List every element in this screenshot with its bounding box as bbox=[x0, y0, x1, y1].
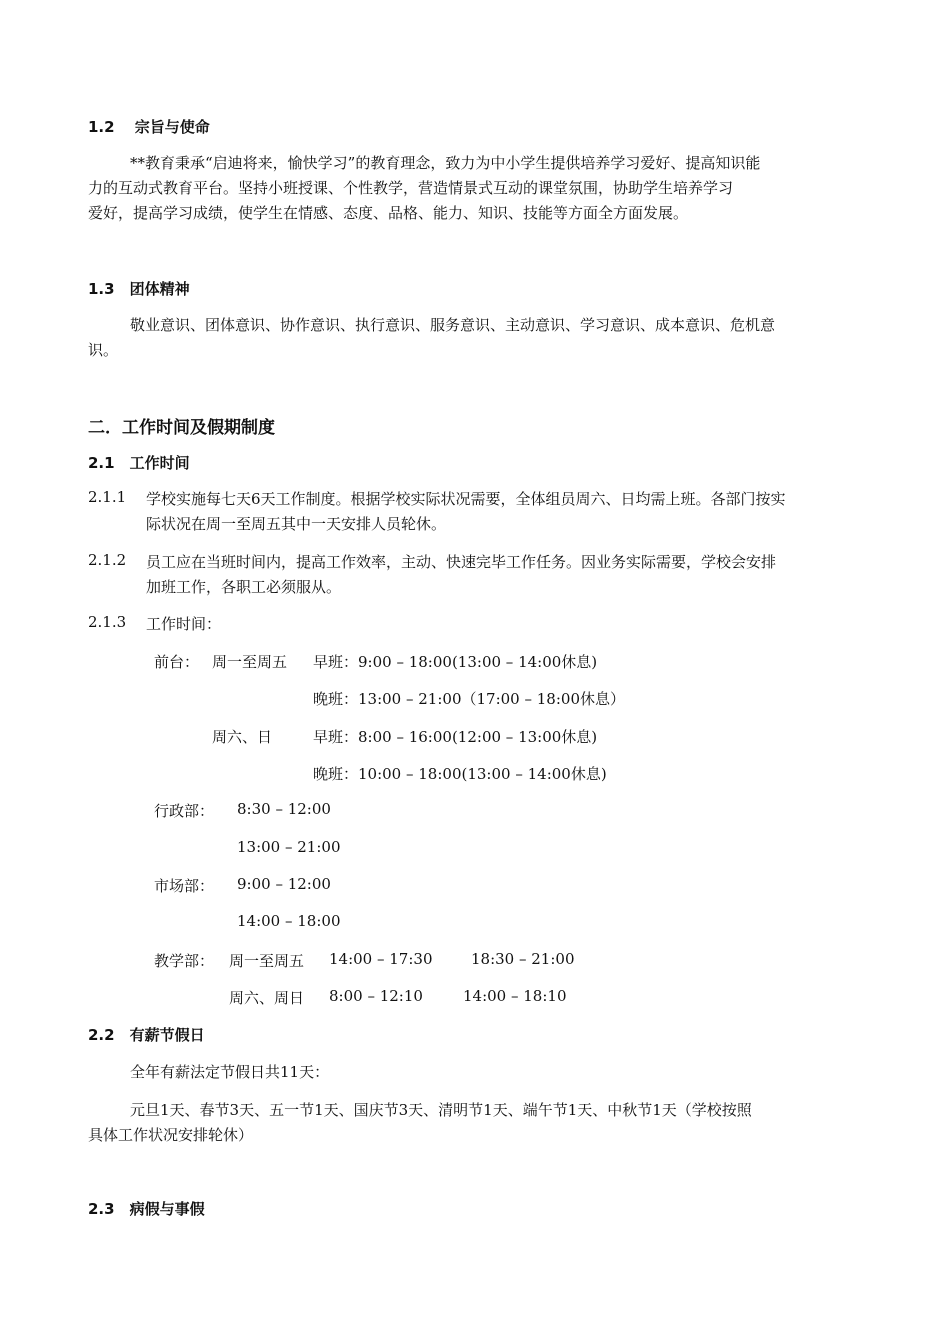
schedule-time: 8:30 – 12:00 bbox=[237, 800, 331, 818]
schedule-time: 9:00 – 12:00 bbox=[237, 875, 331, 893]
paragraph-line: 敬业意识、团体意识、协作意识、执行意识、服务意识、主动意识、学习意识、成本意识、危机意 bbox=[130, 316, 776, 334]
schedule-day: 周六、周日 bbox=[229, 989, 305, 1007]
paragraph-line: 际状况在周一至周五其中一天安排人员轮休。 bbox=[146, 515, 447, 533]
schedule-shift: 晚班：13:00 – 21:00（17:00 – 18:00休息） bbox=[313, 690, 625, 708]
paragraph-line: 具体工作状况安排轮休） bbox=[88, 1126, 254, 1144]
paragraph-line: 员工应在当班时间内，提高工作效率，主动、快速完毕工作任务。因业务实际需要，学校会安排 bbox=[146, 553, 777, 571]
schedule-dept-admin: 行政部： bbox=[154, 802, 215, 820]
item-number: 2.1.2 bbox=[88, 551, 127, 569]
paragraph-line: **教育秉承“启迪将来，愉快学习”的教育理念，致力为中小学生提供培养学习爱好、提高知识能 bbox=[130, 154, 761, 172]
schedule-shift: 早班：8:00 – 16:00(12:00 – 13:00休息) bbox=[313, 728, 598, 746]
paragraph-line: 全年有薪法定节假日共11天： bbox=[130, 1063, 330, 1081]
schedule-time: 18:30 – 21:00 bbox=[471, 950, 575, 968]
section-heading-2-2: 2.2 有薪节假日 bbox=[88, 1026, 205, 1044]
item-number: 2.1.3 bbox=[88, 613, 127, 631]
paragraph-line: 力的互动式教育平台。坚持小班授课、个性教学，营造情景式互动的课堂氛围，协助学生培养学习 bbox=[88, 179, 734, 197]
item-number: 2.1.1 bbox=[88, 488, 127, 506]
schedule-day: 周六、日 bbox=[212, 728, 273, 746]
item-text: 工作时间： bbox=[146, 615, 222, 633]
paragraph-line: 加班工作，各职工必须服从。 bbox=[146, 578, 342, 596]
schedule-time: 14:00 – 17:30 bbox=[329, 950, 433, 968]
schedule-shift: 晚班：10:00 – 18:00(13:00 – 14:00休息) bbox=[313, 765, 607, 783]
paragraph-line: 元旦1天、春节3天、五一节1天、国庆节3天、清明节1天、端午节1天、中秋节1天（学校按照 bbox=[130, 1101, 752, 1119]
section-heading-1-2: 1.2 宗旨与使命 bbox=[88, 118, 210, 136]
paragraph-line: 爱好，提高学习成绩，使学生在情感、态度、品格、能力、知识、技能等方面全方面发展。 bbox=[88, 204, 689, 222]
paragraph-line: 学校实施每七天6天工作制度。根据学校实际状况需要，全体组员周六、日均需上班。各部门按实 bbox=[146, 490, 786, 508]
schedule-time: 13:00 – 21:00 bbox=[237, 838, 341, 856]
schedule-day: 周一至周五 bbox=[212, 653, 288, 671]
schedule-dept-market: 市场部： bbox=[154, 877, 215, 895]
schedule-day: 周一至周五 bbox=[229, 952, 305, 970]
section-heading-1-3: 1.3 团体精神 bbox=[88, 280, 190, 298]
paragraph-line: 识。 bbox=[88, 341, 119, 359]
schedule-time: 14:00 – 18:10 bbox=[463, 987, 567, 1005]
schedule-time: 8:00 – 12:10 bbox=[329, 987, 423, 1005]
chapter-heading-2: 二．工作时间及假期制度 bbox=[88, 418, 275, 438]
section-heading-2-1: 2.1 工作时间 bbox=[88, 454, 190, 472]
schedule-dept-front: 前台： bbox=[154, 653, 200, 671]
section-heading-2-3: 2.3 病假与事假 bbox=[88, 1200, 205, 1218]
schedule-dept-teaching: 教学部： bbox=[154, 952, 215, 970]
schedule-time: 14:00 – 18:00 bbox=[237, 912, 341, 930]
schedule-shift: 早班：9:00 – 18:00(13:00 – 14:00休息) bbox=[313, 653, 598, 671]
